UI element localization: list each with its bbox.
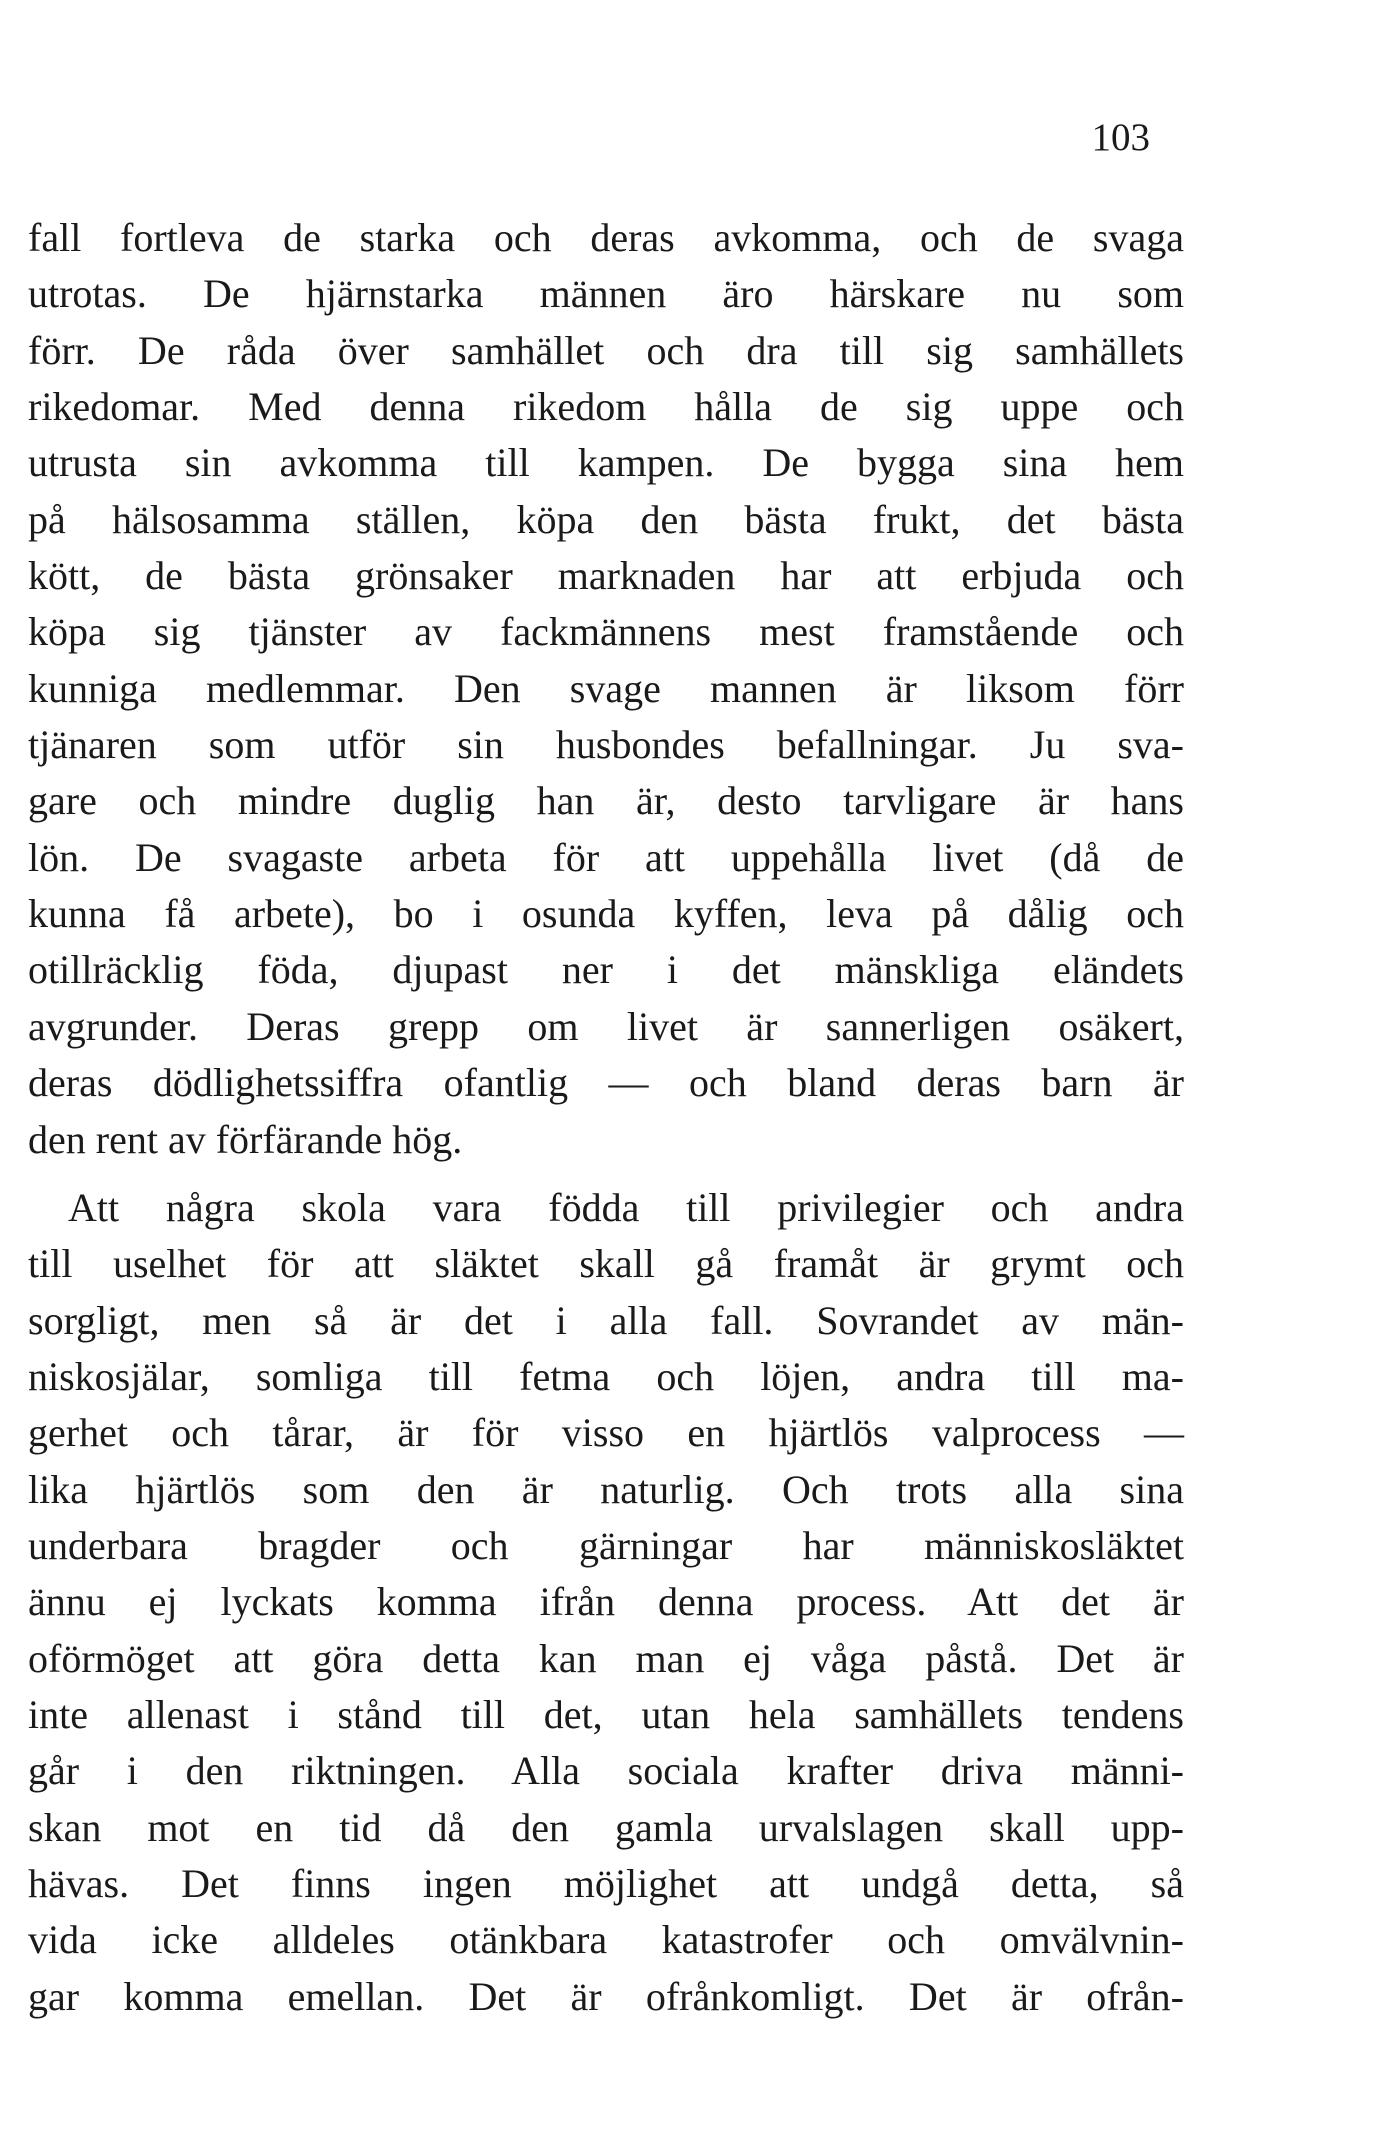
text-line: skan mot en tid då den gamla urvalslagen skall upp- <box>28 1804 1184 1850</box>
text-line: utrotas. De hjärnstarka männen äro härskare nu som <box>28 271 1184 317</box>
text-line: avgrunder. Deras grepp om livet är sannerligen osäkert, <box>28 1003 1184 1049</box>
text-line: gerhet och tårar, är för visso en hjärtlös valprocess — <box>28 1410 1184 1456</box>
text-line: underbara bragder och gärningar har människosläktet <box>28 1522 1184 1568</box>
text-line: lön. De svagaste arbeta för att uppehålla livet (då de <box>28 834 1184 880</box>
text-line: sorgligt, men så är det i alla fall. Sovrandet av män- <box>28 1297 1184 1343</box>
text-line: på hälsosamma ställen, köpa den bästa frukt, det bästa <box>28 496 1184 542</box>
text-line: den rent av förfärande hög. <box>28 1116 463 1162</box>
text-line: tjänaren som utför sin husbondes befallningar. Ju sva- <box>28 722 1184 768</box>
text-line: niskosjälar, somliga till fetma och löjen, andra till ma- <box>28 1353 1184 1399</box>
text-line: kunniga medlemmar. Den svage mannen är liksom förr <box>28 665 1184 711</box>
text-line: rikedomar. Med denna rikedom hålla de sig uppe och <box>28 384 1184 430</box>
text-line: gar komma emellan. Det är ofrånkomligt. Det är ofrån- <box>28 1973 1184 2019</box>
text-line: oförmöget att göra detta kan man ej våga påstå. Det är <box>28 1635 1184 1681</box>
text-line: förr. De råda över samhället och dra till sig samhällets <box>28 327 1184 373</box>
text-line: till uselhet för att släktet skall gå framåt är grymt och <box>28 1241 1184 1287</box>
text-line: inte allenast i stånd till det, utan hela samhällets tendens <box>28 1691 1184 1737</box>
text-line: otillräcklig föda, djupast ner i det mänskliga eländets <box>28 947 1184 993</box>
text-line: Att några skola vara födda till privilegier och andra <box>68 1184 1184 1230</box>
paragraph-1 <box>28 210 1184 1168</box>
text-line: köpa sig tjänster av fackmännens mest framstående och <box>28 609 1184 655</box>
text-line: kunna få arbete), bo i osunda kyffen, leva på dålig och <box>28 891 1184 937</box>
text-line: går i den riktningen. Alla sociala krafter driva männi- <box>28 1748 1184 1794</box>
body-text <box>28 210 1184 2025</box>
text-line: kött, de bästa grönsaker marknaden har att erbjuda och <box>28 553 1184 599</box>
text-line: gare och mindre duglig han är, desto tarvligare är hans <box>28 778 1184 824</box>
page-number: 103 <box>1091 116 1150 159</box>
text-line: ännu ej lyckats komma ifrån denna process. Att det är <box>28 1579 1184 1625</box>
text-line: vida icke alldeles otänkbara katastrofer och omvälvnin- <box>28 1917 1184 1963</box>
text-line: lika hjärtlös som den är naturlig. Och trots alla sina <box>28 1466 1184 1512</box>
text-line: fall fortleva de starka och deras avkomma, och de svaga <box>28 215 1184 260</box>
paragraph-2 <box>28 1180 1184 2025</box>
text-line: deras dödlighetssiffra ofantlig — och bland deras barn är <box>28 1060 1184 1106</box>
text-line: utrusta sin avkomma till kampen. De bygga sina hem <box>28 440 1184 486</box>
text-line: hävas. Det finns ingen möjlighet att undgå detta, så <box>28 1860 1184 1906</box>
